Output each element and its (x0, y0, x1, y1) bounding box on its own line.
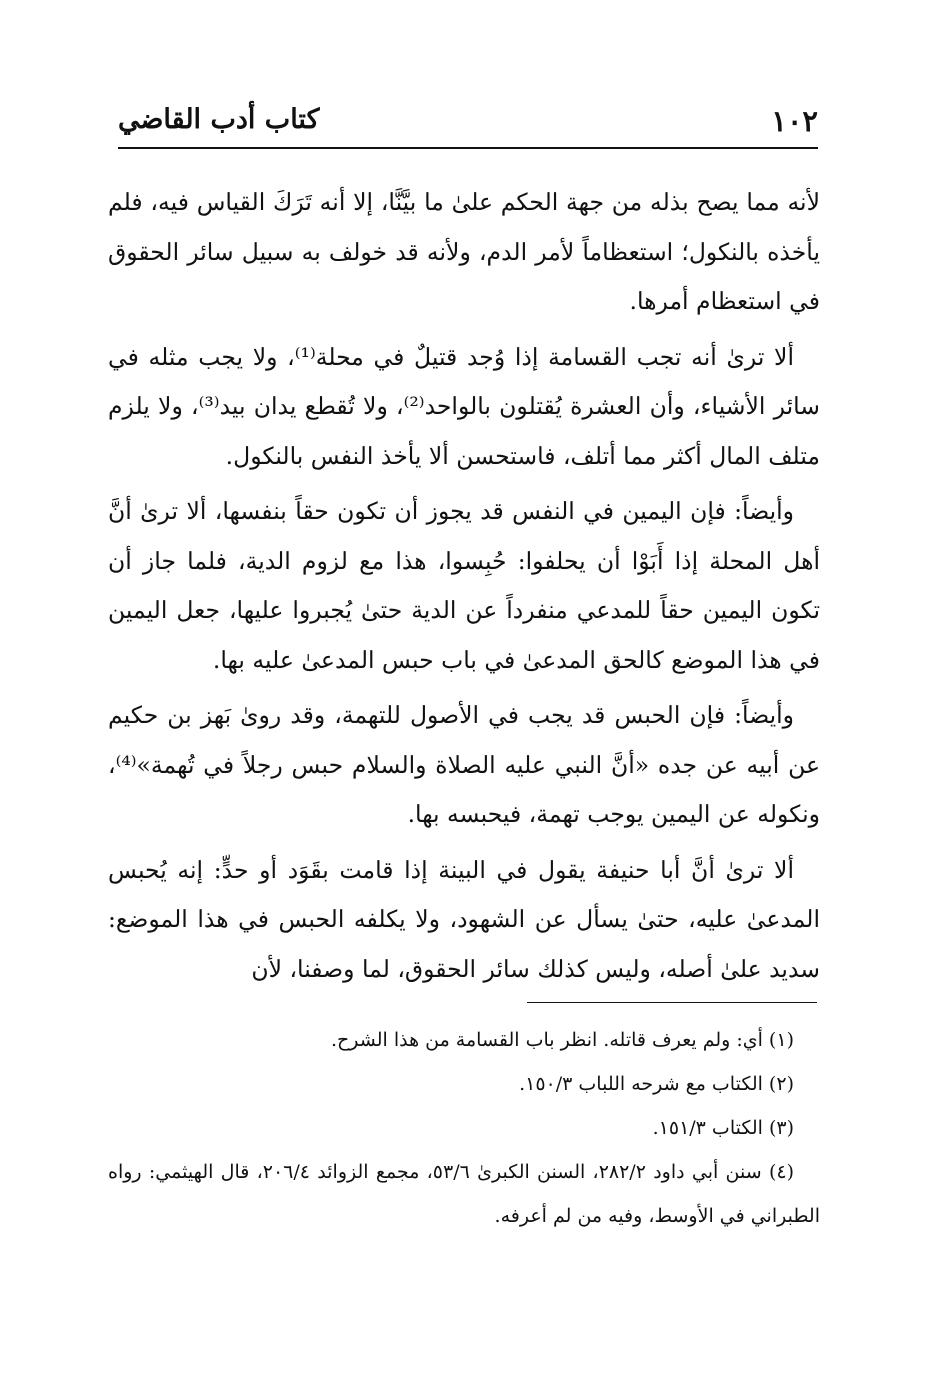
header-rule (118, 147, 818, 149)
main-text (108, 178, 820, 1000)
page-number: ١٠٢ (771, 104, 818, 138)
footnote: (٣) الكتاب ١٥١/٣. (652, 1117, 794, 1139)
paragraph: وأيضاً: فإن اليمين في النفس قد يجوز أن تكون حقاً بنفسها، ألا ترىٰ أنَّ أهل المحلة إذا أَبَوْا أن يحلفوا: حُبِسوا، هذا مع لزوم الدية، فلما جاز أن تكون اليمين حقاً للمدعي منفرداً عن الدية حتىٰ يُجبروا عليها، جعل اليمين في هذا الموضع كالحق المدعىٰ في باب حبس المدعىٰ عليه بها. (108, 497, 820, 674)
paragraph: ألا ترىٰ أنه تجب القسامة إذا وُجد قتيلٌ في محلة⁽¹⁾، ولا يجب مثله في سائر الأشياء، وأن العشرة يُقتلون بالواحد⁽²⁾، ولا تُقطع يدان بيد⁽³⁾، ولا يلزم متلف المال أكثر مما أتلف، فاستحسن ألا يأخذ النفس بالنكول. (108, 342, 820, 470)
running-title: كتاب أدب القاضي (118, 104, 320, 135)
footnote: (٢) الكتاب مع شرحه اللباب ١٥٠/٣. (519, 1073, 794, 1095)
footnote-rule (527, 1002, 817, 1003)
paragraph: وأيضاً: فإن الحبس قد يجب في الأصول للتهمة، وقد روىٰ بَهز بن حكيم عن أبيه عن جده «أنَّ النبي عليه الصلاة والسلام حبس رجلاً في تُهمة»⁽⁴⁾، ونكوله عن اليمين يوجب تهمة، فيحبسه بها. (108, 701, 820, 828)
page-header (118, 98, 818, 148)
footnote: (١) أي: ولم يعرف قاتله. انظر باب القسامة من هذا الشرح. (330, 1029, 794, 1051)
paragraph: ألا ترىٰ أنَّ أبا حنيفة يقول في البينة إذا قامت بقَوَد أو حدٍّ: إنه يُحبس المدعىٰ عليه، حتىٰ يسأل عن الشهود، ولا يكلفه الحبس في هذا الموضع: سديد علىٰ أصله، وليس كذلك سائر الحقوق، لما وصفنا، لأن (108, 855, 820, 983)
footnote: (٤) سنن أبي داود ٢٨٢/٢، السنن الكبرىٰ ٥٣/٦، مجمع الزوائد ٢٠٦/٤، قال الهيثمي: رواه الطبراني في الأوسط، وفيه من لم أعرفه. (108, 1161, 820, 1227)
paragraph: لأنه مما يصح بذله من جهة الحكم علىٰ ما بيَّنَّا، إلا أنه تَرَكَ القياس فيه، فلم يأخذه بالنكول؛ استعظاماً لأمر الدم، ولأنه قد خولف به سبيل سائر الحقوق في استعظام أمرها. (108, 188, 820, 315)
footnotes (108, 1018, 820, 1238)
